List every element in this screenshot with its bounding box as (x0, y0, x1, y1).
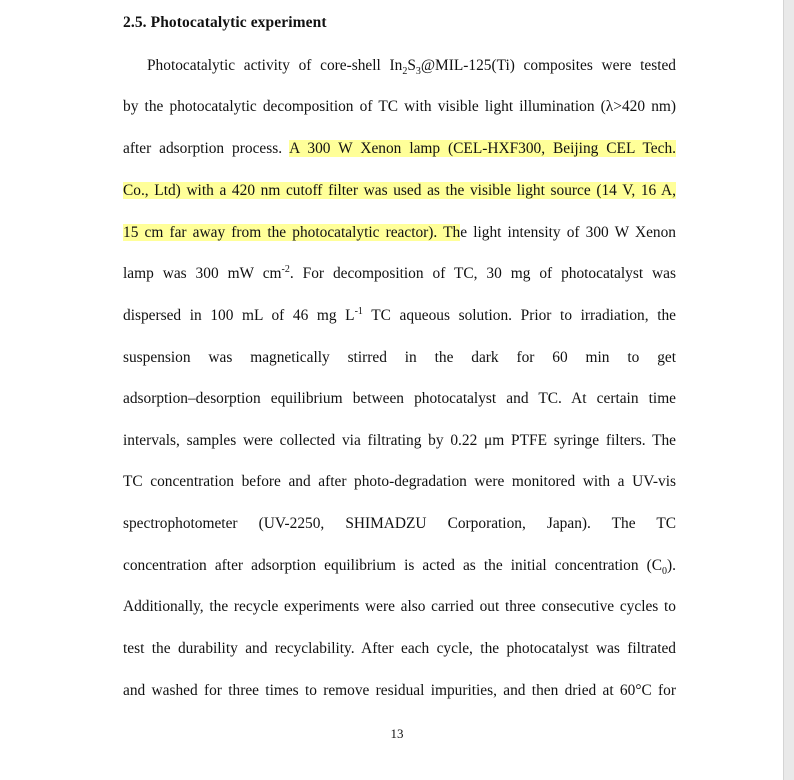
text-line: intervals, samples were collected via filtrating by 0.22 μm PTFE syringe filters. The (123, 432, 676, 449)
text-line: Additionally, the recycle experiments were also carried out three consecutive cycles to (123, 598, 676, 615)
text-line: dispersed in 100 mL of 46 mg $L^{-1}$ TC aqueous solution. Prior to irradiation, the (123, 305, 676, 324)
highlighted-text: A 300 W Xenon lamp (CEL-HXF300, Beijing CEL Tech. (289, 140, 676, 157)
text-line: 15 cm far away from the photocatalytic reactor). The light intensity of 300 W Xenon (123, 224, 677, 241)
text-line: by the photocatalytic decomposition of TC with visible light illumination (λ>420 nm) (123, 98, 676, 115)
text-line: TC concentration before and after photo-degradation were monitored with a UV-vis (123, 473, 676, 490)
text-line (123, 181, 676, 201)
text-line: Photocatalytic activity of core-shell $In_2S_3@MIL-125(Ti)$ composites were tested (147, 57, 676, 78)
page-scroll-edge (783, 0, 794, 780)
highlighted-text: 15 cm far away from the photocatalytic reactor). Th (123, 224, 461, 241)
section-heading: 2.5. Photocatalytic experiment (123, 14, 327, 31)
text-line: lamp was 300 mW $cm^{-2}$. For decomposition of TC, 30 mg of photocatalyst was (123, 263, 676, 282)
text-line: and washed for three times to remove residual impurities, and then dried at 60°C for (123, 682, 676, 699)
text-line: test the durability and recyclability. After each cycle, the photocatalyst was filtrated (123, 640, 676, 657)
text-line: adsorption–desorption equilibrium between photocatalyst and TC. At certain time (123, 390, 676, 407)
text-line: suspension was magnetically stirred in the dark for 60 min to get (123, 349, 676, 366)
page-number: 13 (390, 726, 404, 741)
highlighted-text: Co., Ltd) with a 420 nm cutoff filter was used as the visible light source (14 V, 16 A, (123, 182, 676, 199)
text-line: after adsorption process. A 300 W Xenon lamp (CEL-HXF300, Beijing CEL Tech. (123, 140, 676, 157)
text-line: concentration after adsorption equilibrium is acted as the initial concentration $(C_0)$. (123, 557, 676, 578)
text-line: spectrophotometer (UV-2250, SHIMADZU Corporation, Japan). The TC (123, 515, 676, 532)
